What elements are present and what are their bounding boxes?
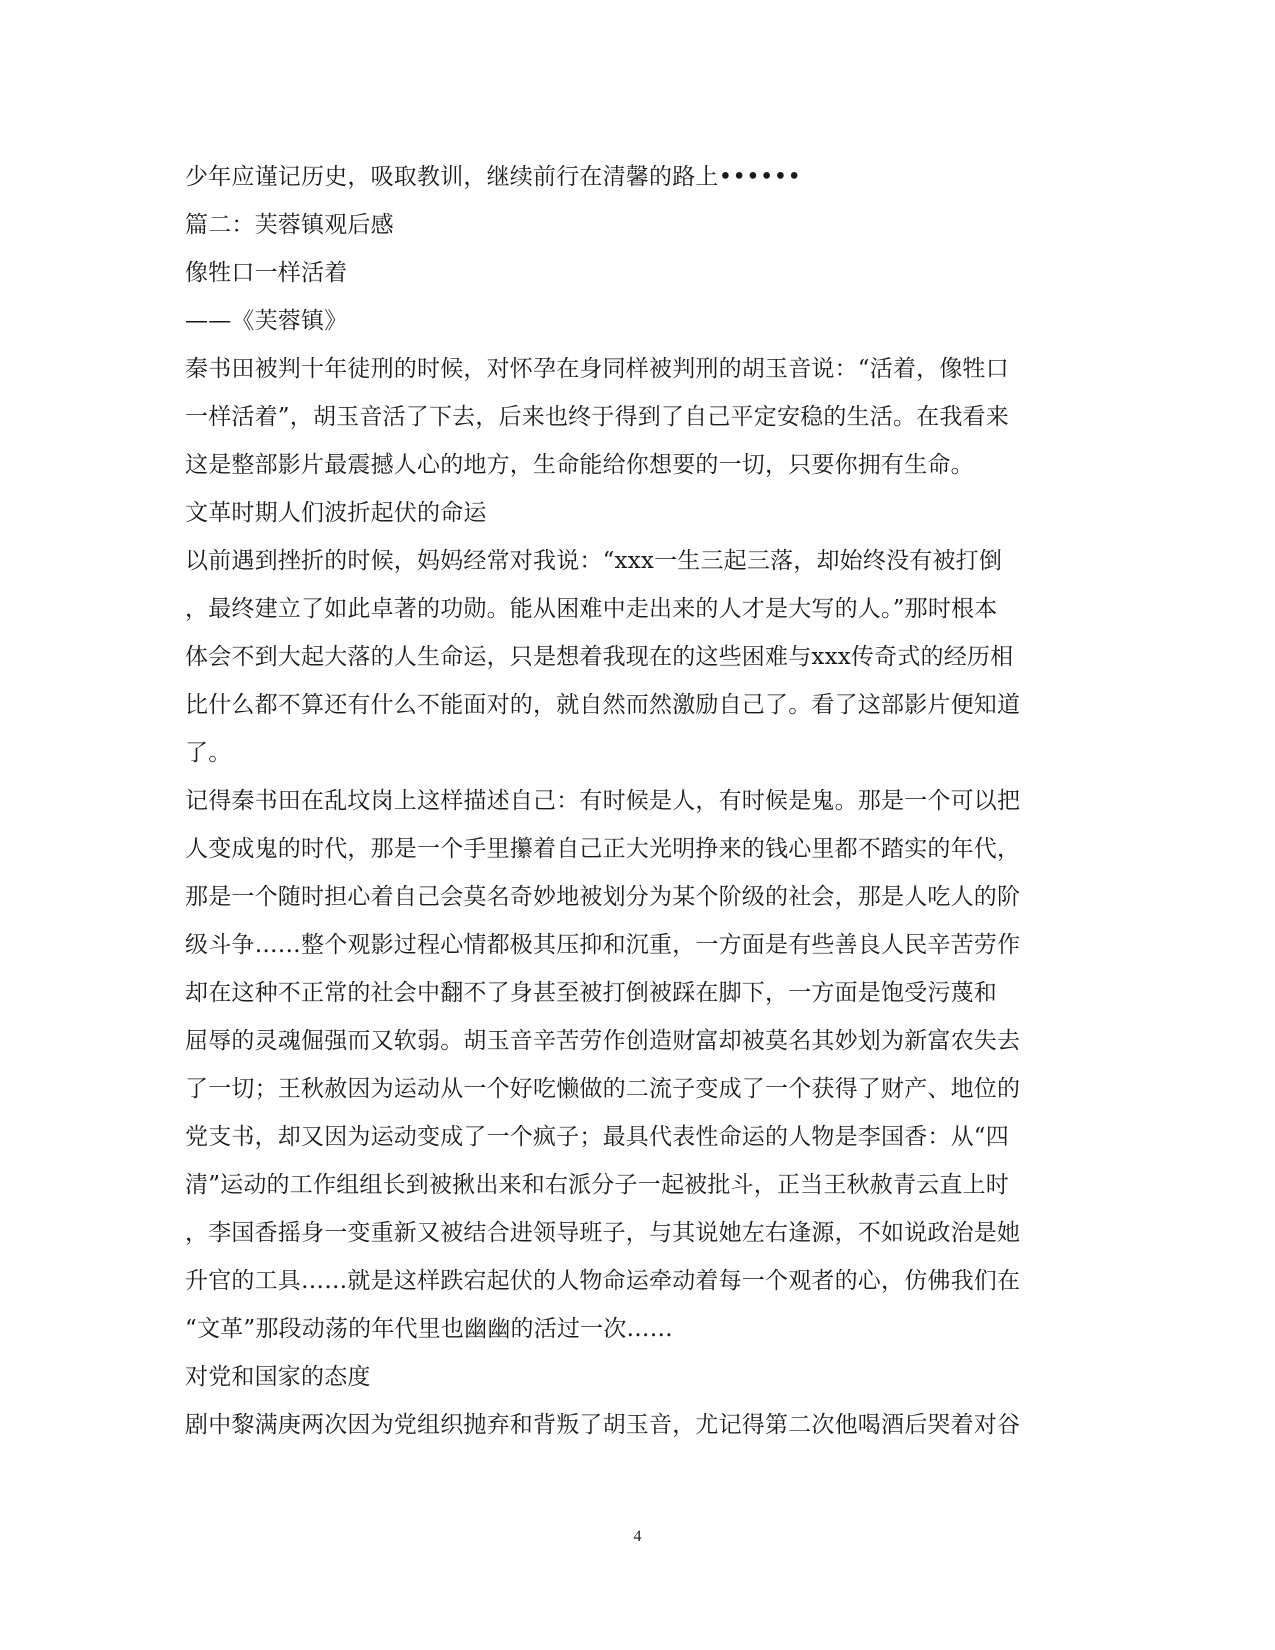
- text-line: 了。: [185, 740, 232, 766]
- text-line: 升官的工具……就是这样跌宕起伏的人物命运牵动着每一个观者的心，仿佛我们在: [185, 1268, 1021, 1294]
- article-subtitle: ——《芙蓉镇》: [185, 308, 348, 334]
- article-title: 像牲口一样活着: [185, 260, 348, 286]
- text-line: 秦书田被判十年徒刑的时候，对怀孕在身同样被判刑的胡玉音说：“活着，像牲口: [185, 356, 1009, 382]
- subsection-heading: 对党和国家的态度: [185, 1364, 371, 1390]
- text-line: 人变成鬼的时代，那是一个手里攥着自己正大光明挣来的钱心里都不踏实的年代，: [185, 836, 1021, 862]
- section-heading: 篇二：芙蓉镇观后感: [185, 212, 394, 238]
- page-number: 4: [633, 1528, 642, 1545]
- text-line: ，最终建立了如此卓著的功勋。能从困难中走出来的人才是大写的人。”那时根本: [185, 596, 998, 622]
- text-line: 剧中黎满庚两次因为党组织抛弃和背叛了胡玉音，尤记得第二次他喝酒后哭着对谷: [185, 1412, 1021, 1438]
- text-line: 屈辱的灵魂倔强而又软弱。胡玉音辛苦劳作创造财富却被莫名其妙划为新富农失去: [185, 1028, 1021, 1054]
- subsection-heading: 文革时期人们波折起伏的命运: [185, 500, 487, 526]
- text-line: 体会不到大起大落的人生命运，只是想着我现在的这些困难与xxx传奇式的经历相: [185, 644, 1014, 670]
- text-line: 以前遇到挫折的时候，妈妈经常对我说：“xxx一生三起三落，却始终没有被打倒: [185, 548, 1003, 574]
- text-line: 记得秦书田在乱坟岗上这样描述自己：有时候是人，有时候是鬼。那是一个可以把: [185, 788, 1021, 814]
- text-line: 却在这种不正常的社会中翻不了身甚至被打倒被踩在脚下，一方面是饱受污蔑和: [185, 980, 997, 1006]
- text-line: 清”运动的工作组组长到被揪出来和右派分子一起被批斗，正当王秋赦青云直上时: [185, 1172, 1009, 1198]
- text-line: 了一切；王秋赦因为运动从一个好吃懒做的二流子变成了一个获得了财产、地位的: [185, 1076, 1021, 1102]
- text-line: 少年应谨记历史，吸取教训，继续前行在清馨的路上••••••: [185, 164, 802, 190]
- text-line: 级斗争……整个观影过程心情都极其压抑和沉重，一方面是有些善良人民辛苦劳作: [185, 932, 1021, 958]
- text-line: 比什么都不算还有什么不能面对的，就自然而然激励自己了。看了这部影片便知道: [185, 692, 1021, 718]
- text-line: “文革”那段动荡的年代里也幽幽的活过一次……: [185, 1316, 673, 1342]
- text-line: 这是整部影片最震撼人心的地方，生命能给你想要的一切，只要你拥有生命。: [185, 452, 974, 478]
- text-line: 那是一个随时担心着自己会莫名奇妙地被划分为某个阶级的社会，那是人吃人的阶: [185, 884, 1021, 910]
- document-body: [185, 153, 1090, 1449]
- text-line: ，李国香摇身一变重新又被结合进领导班子，与其说她左右逢源，不如说政治是她: [185, 1220, 1021, 1246]
- text-line: 一样活着”，胡玉音活了下去，后来也终于得到了自己平定安稳的生活。在我看来: [185, 404, 1009, 430]
- text-line: 党支书，却又因为运动变成了一个疯子；最具代表性命运的人物是李国香：从“四: [185, 1124, 1009, 1150]
